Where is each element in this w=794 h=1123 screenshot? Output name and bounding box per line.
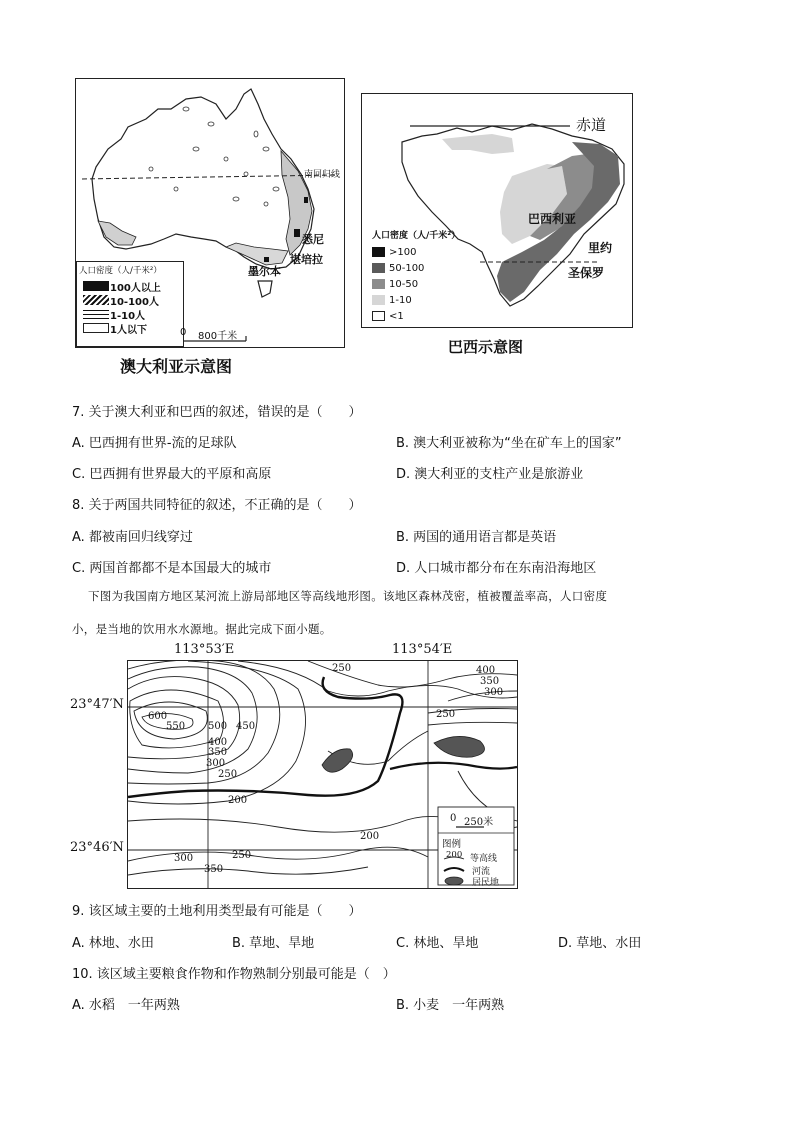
contour-legend-value: 200 xyxy=(446,850,463,860)
contour-label: 400 xyxy=(208,737,228,748)
brisbane-dot xyxy=(304,197,308,203)
q7-option-c: C. 巴西拥有世界最大的平原和高原 xyxy=(72,467,272,482)
melbourne-dot xyxy=(264,257,269,262)
intro-line-1: 下图为我国南方地区某河流上游局部地区等高线地形图。该地区森林茂密，植被覆盖率高，人口密度 xyxy=(88,589,608,603)
settlement xyxy=(434,736,485,757)
legend-swatch-darkgray xyxy=(372,263,385,273)
melbourne-label: 墨尔本 xyxy=(248,265,281,278)
contour-lat1: 23°47′N xyxy=(70,697,124,712)
legend-swatch-dense-hatch xyxy=(83,295,109,305)
q8-option-d: D. 人口城市都分布在东南沿海地区 xyxy=(396,561,597,576)
legend-row xyxy=(77,279,183,293)
q7-stem: 7. 关于澳大利亚和巴西的叙述，错误的是（ ） xyxy=(72,405,362,420)
q9-option-b: B. 草地、旱地 xyxy=(232,936,315,951)
contour-scale-label: 250米 xyxy=(464,817,494,828)
contour-legend-contour: 等高线 xyxy=(470,854,498,864)
q9-stem: 9. 该区域主要的土地利用类型最有可能是（ ） xyxy=(72,904,362,919)
legend-row xyxy=(372,260,482,276)
contour-label: 250 xyxy=(232,850,252,861)
sydney-label: 悉尼 xyxy=(302,233,324,246)
contour-label: 600 xyxy=(148,711,168,722)
contour-label: 250 xyxy=(332,663,352,674)
brazil-caption: 巴西示意图 xyxy=(448,338,524,356)
river-branch xyxy=(390,763,517,769)
legend-swatch-white xyxy=(372,311,385,321)
contour-lon1: 113°53′E xyxy=(174,642,235,657)
brasilia-label: 巴西利亚 xyxy=(528,212,577,226)
australia-legend-title: 人口密度（人/千米²） xyxy=(79,266,162,276)
saopaulo-label: 圣保罗 xyxy=(568,266,605,280)
contour-label: 350 xyxy=(204,864,224,875)
legend-swatch-gray xyxy=(372,279,385,289)
legend-row xyxy=(372,308,482,324)
contour-lon2: 113°54′E xyxy=(392,642,453,657)
legend-swatch-black xyxy=(372,247,385,257)
legend-row xyxy=(77,307,183,321)
q7-option-d: D. 澳大利亚的支柱产业是旅游业 xyxy=(396,467,584,482)
contour-legend-river: 河流 xyxy=(472,867,491,877)
contour-map xyxy=(127,660,518,889)
legend-swatch-black xyxy=(83,281,109,291)
tropic-label: 南回归线 xyxy=(304,170,341,180)
legend-label: 1人以下 xyxy=(110,324,147,336)
q8-option-c: C. 两国首都都不是本国最大的城市 xyxy=(72,561,272,576)
settlement xyxy=(322,749,353,772)
canberra-label: 堪培拉 xyxy=(290,253,323,266)
contour-label: 400 xyxy=(476,665,496,676)
australia-legend xyxy=(76,261,187,347)
sydney-dot xyxy=(294,229,300,237)
brazil-legend xyxy=(372,228,482,324)
contour-label: 300 xyxy=(206,758,226,769)
contour-legend-title: 图例 xyxy=(442,839,462,850)
equator-label: 赤道 xyxy=(576,116,607,134)
q7-option-b: B. 澳大利亚被称为“坐在矿车上的国家” xyxy=(396,436,622,451)
australia-caption: 澳大利亚示意图 xyxy=(120,357,233,376)
q8-option-b: B. 两国的通用语言都是英语 xyxy=(396,530,557,545)
brazil-legend-title: 人口密度（人/千米²） xyxy=(372,231,461,241)
q9-option-c: C. 林地、旱地 xyxy=(396,936,479,951)
australia-map xyxy=(75,78,345,348)
legend-swatch-lightgray xyxy=(372,295,385,305)
legend-swatch-sparse-hatch xyxy=(83,309,109,319)
legend-label: 100人以上 xyxy=(110,282,161,294)
q10-option-b: B. 小麦 一年两熟 xyxy=(396,998,505,1013)
q8-option-a: A. 都被南回归线穿过 xyxy=(72,530,193,545)
legend-label: 10-100人 xyxy=(110,296,159,308)
contour-label: 300 xyxy=(484,687,504,698)
river xyxy=(128,677,402,797)
contour-label: 350 xyxy=(208,747,228,758)
contour-label: 500 xyxy=(208,721,228,732)
q7-option-a: A. 巴西拥有世界-流的足球队 xyxy=(72,436,237,451)
contour-label: 250 xyxy=(436,709,456,720)
legend-label: 50-100 xyxy=(389,262,425,274)
q10-stem: 10. 该区域主要粮食作物和作物熟制分别最可能是（ ） xyxy=(72,967,396,982)
legend-row xyxy=(372,276,482,292)
contour-label: 350 xyxy=(480,676,500,687)
intro-line-2: 小，是当地的饮用水水源地。据此完成下面小题。 xyxy=(72,622,332,636)
contour-lat2: 23°46′N xyxy=(70,840,124,855)
australia-scale-zero: 0 xyxy=(180,327,187,338)
q9-option-d: D. 草地、水田 xyxy=(558,936,642,951)
brazil-map xyxy=(361,93,633,328)
contour-label: 250 xyxy=(218,769,238,780)
q9-option-a: A. 林地、水田 xyxy=(72,936,154,951)
legend-row xyxy=(77,321,183,335)
contour-legend-settlement: 居民地 xyxy=(472,878,500,888)
legend-label: 1-10人 xyxy=(110,310,146,322)
legend-row xyxy=(372,292,482,308)
contour-label: 450 xyxy=(236,721,256,732)
contour-label: 200 xyxy=(360,831,380,842)
legend-label: <1 xyxy=(389,310,404,322)
legend-label: 10-50 xyxy=(389,278,419,290)
legend-row xyxy=(372,244,482,260)
rio-label: 里约 xyxy=(588,241,613,255)
contour-scale-zero: 0 xyxy=(450,813,457,824)
legend-label: 1-10 xyxy=(389,294,412,306)
contour-label: 550 xyxy=(166,721,186,732)
legend-row xyxy=(77,293,183,307)
tasmania xyxy=(258,281,272,297)
legend-label: >100 xyxy=(389,246,417,258)
contour-label: 200 xyxy=(228,795,248,806)
q8-stem: 8. 关于两国共同特征的叙述，不正确的是（ ） xyxy=(72,498,362,513)
contour-label: 300 xyxy=(174,853,194,864)
legend-swatch-white xyxy=(83,323,109,333)
q10-option-a: A. 水稻 一年两熟 xyxy=(72,998,180,1013)
australia-scale-label: 800千米 xyxy=(198,331,238,342)
